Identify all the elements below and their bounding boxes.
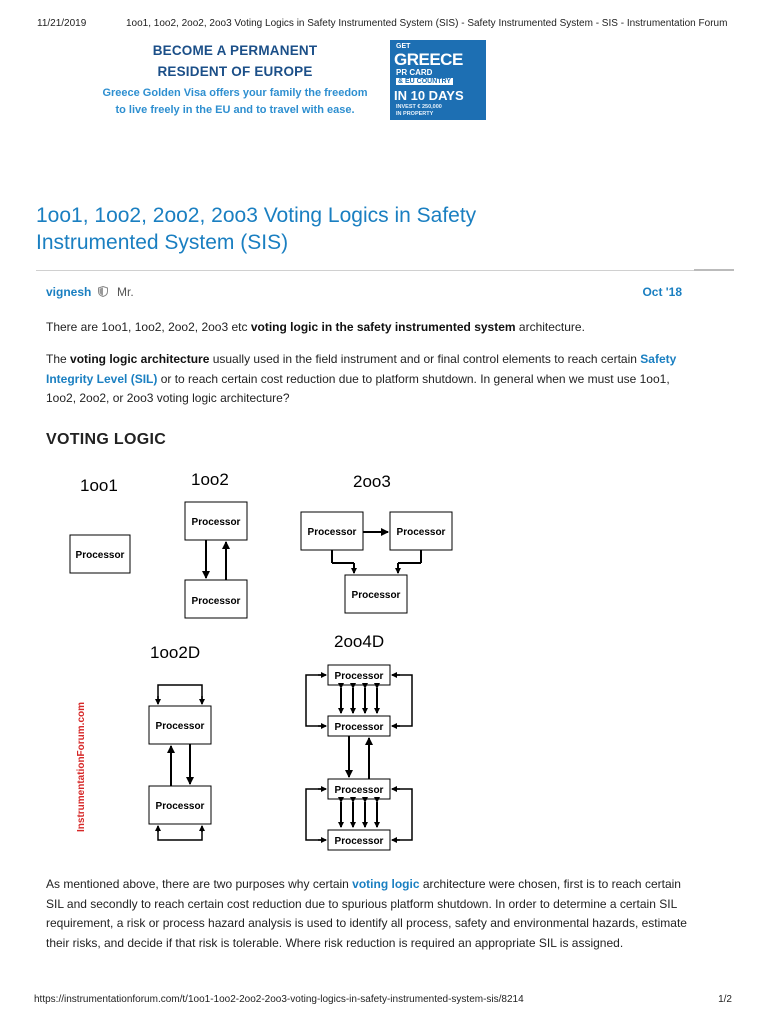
print-date: 11/21/2019 xyxy=(37,18,87,29)
processor-label: Processor xyxy=(396,527,446,538)
p2-text-pre: The xyxy=(46,352,71,366)
label-1oo1: 1oo1 xyxy=(80,476,118,495)
print-page-title: 1oo1, 1oo2, 2oo2, 2oo3 Voting Logics in Safety Instrumented System (SIS) - Safety Instrumented System - SIS - Instrumentation Forum xyxy=(126,18,728,29)
processor-label: Processor xyxy=(307,527,357,538)
p2-text-bold: voting logic architecture xyxy=(70,352,210,366)
post-author-title: Mr. xyxy=(117,285,134,299)
watermark-instrumentationforum: InstrumentationForum.com xyxy=(76,701,87,832)
print-footer-url: https://instrumentationforum.com/t/1oo1-1oo2-2oo2-2oo3-voting-logics-in-safety-instrumented-system-sis/8214 xyxy=(34,994,524,1005)
shield-icon xyxy=(98,286,108,297)
processor-label: Processor xyxy=(334,785,384,796)
p3-text-pre: As mentioned above, there are two purposes why certain xyxy=(46,877,353,891)
ad-headline-line1: BECOME A PERMANENT xyxy=(152,43,318,58)
ad-panel-get: GET xyxy=(396,43,411,50)
voting-logic-diagram xyxy=(60,460,480,860)
print-header xyxy=(0,0,768,40)
label-2oo3: 2oo3 xyxy=(353,472,391,491)
ad-sub-line2: to live freely in the EU and to travel with ease. xyxy=(115,104,355,116)
print-footer-page: 1/2 xyxy=(718,994,732,1005)
p3-text-post: architecture were chosen, first is to reach certain SIL and secondly to reach certain cost reduction due to spurious platform shutdown. In order to determine a certain SIL requirement, a risk or process hazard analysis is used to identify all process, safety and environmental hazards, estimate their risks, and decide if that risk is tolerable. Where risk reduction is required an appropriate SIL is assigned. xyxy=(46,877,687,950)
sil-link[interactable]: Safety Integrity Level (SIL) xyxy=(46,352,677,386)
post-date[interactable]: Oct '18 xyxy=(642,285,682,299)
post-paragraph-1 xyxy=(46,318,696,338)
processor-label: Processor xyxy=(334,836,384,847)
voting-logic-diagram-svg xyxy=(60,460,480,860)
topic-title-line2: Instrumented System (SIS) xyxy=(36,231,289,254)
ad-panel-greece: GREECE xyxy=(394,50,463,69)
section-heading-voting-logic: VOTING LOGIC xyxy=(46,431,167,448)
post-meta xyxy=(46,285,686,303)
topic-title-line1: 1oo1, 1oo2, 2oo2, 2oo3 Voting Logics in Safety xyxy=(36,204,477,227)
label-2oo4d: 2oo4D xyxy=(334,632,385,651)
ad-panel-invest xyxy=(396,104,442,118)
processor-label: Processor xyxy=(351,590,401,601)
title-divider xyxy=(36,270,734,271)
topic-title[interactable] xyxy=(36,202,636,256)
title-divider-accent xyxy=(694,269,734,271)
post-author[interactable]: vignesh xyxy=(46,285,92,299)
ad-banner[interactable] xyxy=(40,40,490,122)
p1-text-post: architecture. xyxy=(515,320,585,334)
p1-text-pre: There are 1oo1, 1oo2, 2oo2, 2oo3 etc xyxy=(46,320,251,334)
p2-text-post: or to reach certain cost reduction due to platform shutdown. In general when we must use 1oo1, 1oo2, 2oo2, or 2oo3 voting logic architecture? xyxy=(46,371,670,405)
ad-panel-eu: & EU COUNTRY xyxy=(398,78,452,85)
ad-panel[interactable] xyxy=(390,40,486,120)
ad-headline-line2: RESIDENT OF EUROPE xyxy=(157,64,313,79)
processor-label: Processor xyxy=(191,596,241,607)
processor-label: Processor xyxy=(334,671,384,682)
p1-text-bold: voting logic in the safety instrumented system xyxy=(250,320,516,334)
ad-panel-days: IN 10 DAYS xyxy=(394,88,464,103)
ad-panel-invest-line2: IN PROPERTY xyxy=(396,111,434,117)
ad-sub-line1: Greece Golden Visa offers your family the freedom xyxy=(102,87,368,99)
post-paragraph-2 xyxy=(46,350,696,409)
voting-logic-link[interactable]: voting logic xyxy=(352,877,420,891)
label-1oo2: 1oo2 xyxy=(191,470,229,489)
processor-label: Processor xyxy=(155,801,205,812)
ad-panel-invest-line1: INVEST € 250,000 xyxy=(396,104,442,110)
ad-panel-pr: PR CARD xyxy=(396,68,433,77)
post-paragraph-3 xyxy=(46,875,696,953)
processor-label: Processor xyxy=(75,550,125,561)
processor-label: Processor xyxy=(155,721,205,732)
ad-text xyxy=(90,40,380,119)
processor-label: Processor xyxy=(334,722,384,733)
label-1oo2d: 1oo2D xyxy=(150,643,201,662)
p2-text-mid: usually used in the field instrument and or final control elements to reach certain xyxy=(209,352,641,366)
processor-label: Processor xyxy=(191,517,241,528)
